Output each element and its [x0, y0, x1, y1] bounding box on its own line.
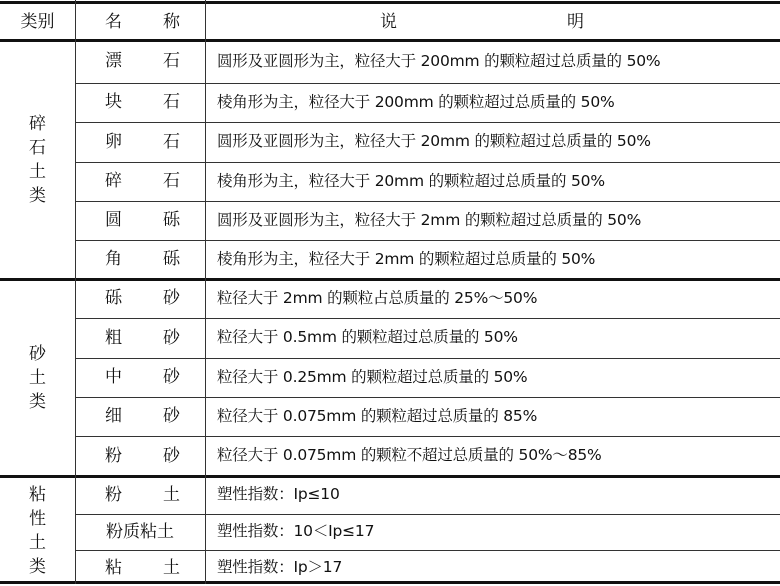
- row-divider: [75, 122, 780, 123]
- soil-name-char: 砾: [163, 249, 180, 269]
- header-name-char-2: 称: [163, 11, 180, 32]
- category-char: 土: [29, 161, 46, 182]
- soil-name-cell: [75, 83, 205, 122]
- category-char: 碎: [29, 113, 46, 134]
- soil-name-char: 砂: [163, 327, 180, 348]
- soil-name-char: 石: [163, 51, 180, 71]
- soil-name-char: 漂: [105, 51, 122, 71]
- soil-description: 塑性指数：10＜Ip≤17: [217, 522, 375, 541]
- soil-name-char: 砾: [105, 288, 122, 308]
- soil-name-cell: [75, 40, 205, 83]
- soil-description: 圆形及亚圆形为主，粒径大于 20mm 的颗粒超过总质量的 50%: [217, 132, 651, 151]
- soil-name-cell: [75, 201, 205, 240]
- soil-name-cell: [75, 436, 205, 476]
- soil-name-char: 块: [105, 92, 122, 112]
- soil-name-char: 土: [163, 557, 180, 578]
- soil-name-char: 土: [163, 484, 180, 505]
- soil-name-char: 石: [163, 131, 180, 152]
- soil-description: 粒径大于 2mm 的颗粒占总质量的 25%～50%: [217, 288, 538, 307]
- soil-name-cell: [75, 397, 205, 436]
- soil-name-char: 砂: [163, 406, 180, 426]
- soil-name-char: 砂: [163, 288, 180, 308]
- soil-name-cell: [75, 358, 205, 397]
- row-divider: [75, 318, 780, 319]
- soil-name-char: 碎: [105, 171, 122, 191]
- soil-name-char: 圆: [105, 210, 122, 230]
- row-divider: [75, 358, 780, 359]
- soil-name-char: 石: [163, 92, 180, 112]
- soil-name-cell: [75, 279, 205, 318]
- soil-description: 圆形及亚圆形为主，粒径大于 200mm 的颗粒超过总质量的 50%: [217, 51, 661, 70]
- soil-name-char: 石: [163, 171, 180, 191]
- category-char: 类: [29, 557, 46, 577]
- soil-name-char: 卵: [105, 131, 122, 152]
- soil-name-char: 粗: [105, 327, 122, 348]
- row-divider: [75, 201, 780, 202]
- soil-name-cell: [75, 514, 205, 550]
- row-divider: [75, 514, 780, 515]
- column-divider: [75, 0, 76, 584]
- soil-name-char: 细: [105, 406, 122, 426]
- category-char: 性: [29, 509, 46, 529]
- soil-description: 棱角形为主，粒径大于 2mm 的颗粒超过总质量的 50%: [217, 249, 596, 268]
- header-desc-char-2: 明: [567, 11, 584, 32]
- soil-name-char: 粉: [105, 484, 122, 505]
- soil-name-char: 粘: [105, 557, 122, 578]
- soil-name-cell: [75, 162, 205, 201]
- category-char: 石: [29, 137, 46, 158]
- row-divider: [75, 240, 780, 241]
- category-char: 土: [29, 533, 46, 553]
- group-divider: [0, 39, 780, 42]
- soil-name-char: 砂: [163, 445, 180, 466]
- category-char: 粘: [29, 485, 46, 505]
- soil-name-char: 粉: [105, 445, 122, 466]
- category-char: 砂: [29, 343, 46, 364]
- row-divider: [75, 83, 780, 84]
- soil-name-char: 砾: [163, 210, 180, 230]
- soil-name-cell: [75, 318, 205, 358]
- category-cell: [0, 476, 75, 586]
- soil-description: 棱角形为主，粒径大于 200mm 的颗粒超过总质量的 50%: [217, 92, 615, 111]
- soil-description: 塑性指数：Ip＞17: [217, 558, 343, 577]
- soil-name: 粉质粘土: [106, 521, 174, 542]
- soil-name-cell: [75, 240, 205, 279]
- header-category: 类别: [20, 11, 55, 32]
- header-desc-char-1: 说: [380, 11, 397, 32]
- soil-description: 粒径大于 0.075mm 的颗粒不超过总质量的 50%～85%: [217, 446, 602, 465]
- header-name-char-1: 名: [105, 11, 122, 32]
- column-divider: [205, 0, 206, 584]
- soil-description: 粒径大于 0.075mm 的颗粒超过总质量的 85%: [217, 406, 538, 425]
- soil-name-char: 中: [105, 367, 122, 387]
- row-divider: [75, 162, 780, 163]
- soil-description: 粒径大于 0.25mm 的颗粒超过总质量的 50%: [217, 367, 528, 386]
- row-divider: [75, 550, 780, 551]
- soil-description: 粒径大于 0.5mm 的颗粒超过总质量的 50%: [217, 328, 518, 347]
- row-divider: [75, 397, 780, 398]
- group-divider: [0, 278, 780, 281]
- soil-name-char: 角: [105, 249, 122, 269]
- category-cell: [0, 279, 75, 476]
- row-divider: [75, 436, 780, 437]
- soil-description: 塑性指数：Ip≤10: [217, 485, 340, 504]
- group-divider: [0, 475, 780, 478]
- soil-name-char: 砂: [163, 367, 180, 387]
- category-char: 类: [29, 185, 46, 206]
- group-divider: [0, 1, 780, 4]
- category-char: 类: [29, 391, 46, 412]
- group-divider: [0, 581, 780, 584]
- header-name: [75, 4, 205, 40]
- category-cell: [0, 40, 75, 279]
- soil-name-cell: [75, 122, 205, 162]
- soil-description: 圆形及亚圆形为主，粒径大于 2mm 的颗粒超过总质量的 50%: [217, 210, 642, 229]
- category-char: 土: [29, 367, 46, 388]
- header-description: [205, 4, 780, 40]
- soil-description: 棱角形为主，粒径大于 20mm 的颗粒超过总质量的 50%: [217, 171, 605, 190]
- soil-name-cell: [75, 476, 205, 514]
